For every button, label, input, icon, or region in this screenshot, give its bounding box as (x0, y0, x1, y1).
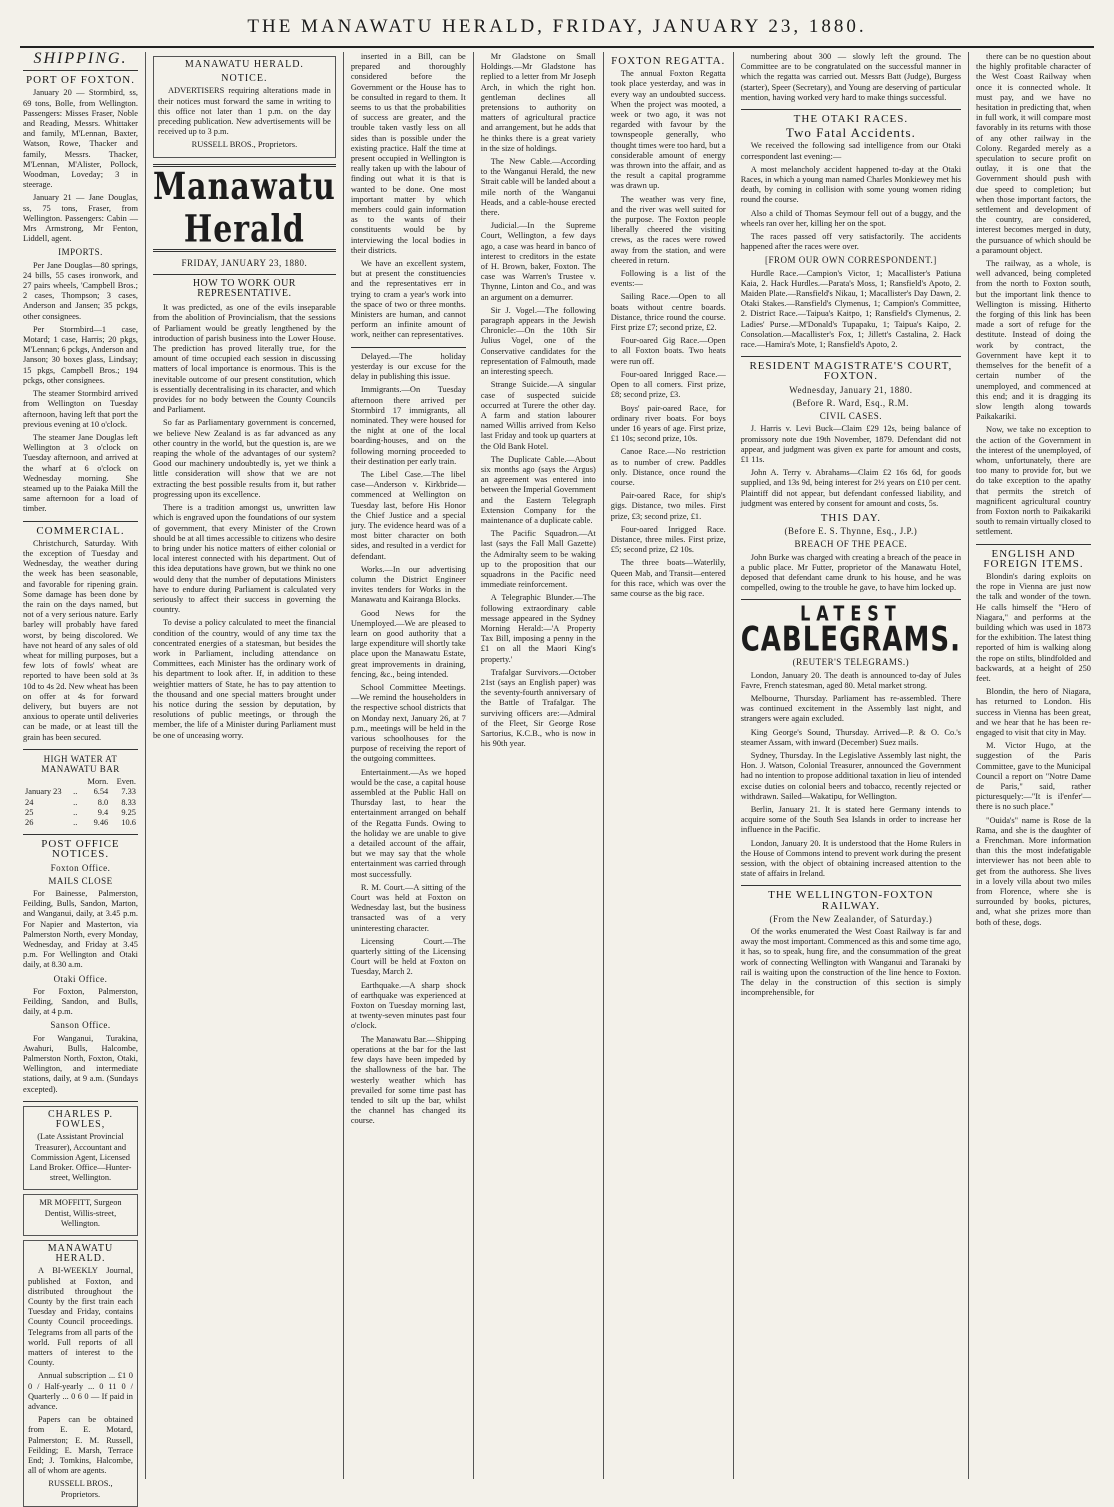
local-item: Delayed.—The holiday yesterday is our excuse for the delay in publishing this issue. (350, 351, 466, 382)
steamer-notice: The steamer Stormbird arrived from Wellington on Tuesday afternoon, having left that port the previous evening at 10 o'clock. (23, 389, 138, 429)
moffitt-advertisement (23, 1194, 138, 1236)
port-title: PORT OF FOXTON. (25, 74, 135, 87)
race-result: Canoe Race.—No restriction as to number of crew. Paddles only. Distance, once round the course. (610, 447, 726, 487)
column-6 (734, 52, 969, 1479)
cable-item: London, January 20. It is understood that the Home Rulers in the House of Commons intend to prevent work during the present session, with the object of obtaining increased attention to the state of affairs in Ireland. (740, 838, 962, 879)
reuters-label: (REUTER'S TELEGRAMS.) (792, 657, 910, 668)
local-item: Good News for the Unemployed.—We are pleased to learn on good authority that a large expenditure will shortly take place upon the Manawatu Estate, great improvements in draining, fencing, &c., being intended. (350, 608, 466, 679)
cable-item: Melbourne, Thursday. Parliament has re-assembled. There was continued excitement in the Assembly last night, and strangers were again excluded. (740, 693, 962, 724)
railway-paragraph: Now, we take no exception to the action of the Government in the interest of the unemployed, of whom, unfortunately, there are too many to provide for, but we do take exception to the apathy that permits the stretch of magnificent agricultural country from Foxton north to Paikakariki south to remain virtually closed to settlement. (976, 425, 1091, 537)
arrived-notice: January 20 — Stormbird, ss, 69 tons, Bolle, from Wellington. Passengers: Misses Fraser, Noble and Reading, Messrs. Whittaker and family, M'Lennan, Baxter, Watson, Rowe, Thacker and family, Messrs. Thacker, M'Lennan, M'Alister, Pollock, Woodman, Loveday; 3 in steerage. (23, 88, 138, 190)
divider (153, 274, 336, 275)
regatta-title: FOXTON REGATTA. (611, 55, 726, 67)
local-item: Sir J. Vogel.—The following paragraph appears in the Jewish Chronicle:—On the 10th Sir Julius Vogel, one of the Conservative candidates for the representation of Falmouth, made an interesting speech. (480, 305, 596, 377)
cable-item: Berlin, January 21. It is stated here Germany intends to acquire some of the South Sea Islands in order to increase her influence in the Pacific. (740, 804, 962, 835)
race-result: Pair-oared Race, for ship's gigs. Distance, two miles. First prize, £3; second prize, £1. (610, 491, 726, 521)
sanson-office-title: Sanson Office. (50, 1020, 111, 1031)
divider (23, 1101, 138, 1102)
foxton-office-title: Foxton Office. (50, 862, 111, 873)
foreign-items-title: ENGLISH AND FOREIGN ITEMS. (983, 547, 1084, 570)
tide-title: HIGH WATER AT MANAWATU BAR (41, 753, 120, 774)
race-result: Sailing Race.—Open to all boats without centre boards. Distance, thrice round the course. First prize £7; second prize, £2. (610, 292, 726, 333)
regatta-paragraph: numbering about 300 — slowly left the ground. The Committee are to be congratulated on the successful manner in which the regatta was carried out. Messrs Batt (Judge), Burgess (starter), Speer (Secretary), and Young are deserving of particular mention, having worked very hard to make things successful. (740, 52, 962, 102)
local-item: R. M. Court.—A sitting of the Court was held at Foxton on Wednesday last, but the business transacted was of a very uninteresting character. (350, 882, 466, 933)
agents-text: Papers can be obtained from E. E. Motard, Palmerston; E. M. Russell, Feilding; E. Marsh, Terrace End; J. Tomkins, Halcombe, all of whom are agents. (28, 1415, 133, 1476)
commercial-title: COMMERCIAL. (36, 524, 125, 537)
local-item: Trafalgar Survivors.—October 21st (says an English paper) was the seventy-fourth anniversary of the Battle of Trafalgar. The surviving officers are:—Admiral of the Fleet, Sir George Rose Sartorius, K.C.B., who is now in his 90th year. (480, 667, 596, 749)
column-1 (16, 50, 146, 1499)
notice-text: ADVERTISERS requiring alterations made in their notices must forward the same in writing to this office not later than 1 p.m. on the day preceding publication. New advertisements will be received up to 3 p.m. (157, 86, 331, 137)
court-date: Wednesday, January 21, 1880. (789, 384, 913, 395)
local-item: Works.—In our advertising column the District Engineer invites tenders for Works in the Manawatu and Kairanga Blocks. (350, 564, 466, 605)
court-case: John A. Terry v. Abrahams—Claim £2 16s 6d, for goods supplied, and 13s 9d, being interest for 2½ years on £10 per cent. Plaintiff did not appear, but defendant confessed liability, and judgment was entered by consent for amount and costs, 5s. (740, 468, 962, 508)
foreign-item: Blondin's daring exploits on the rope in Vienna are just now the talk and wonder of the town. He calls himself the "Hero of Niagara," and performs at the building which was used in 1873 for the exhibition. The latest thing reported of him is walking along the rope on stilts, blindfolded and backwards, at a height of 250 feet. (976, 571, 1091, 683)
cable-item: London, January 20. The death is announced to-day of Jules Favre, French statesman, aged 80. Metal market strong. (740, 670, 962, 690)
local-item: The Pacific Squadron.—At last (says the Fall Mall Gazette) the Admiralty seem to be waking up to the proposition that our squadrons in the Pacific need immediate reinforcement. (480, 529, 596, 590)
columns (16, 50, 1098, 1499)
steamer-notice-2: The steamer Jane Douglas left Wellington at 3 o'clock on Tuesday afternoon, and arrived at the wharf at 6 o'clock on Wednesday morning. She steamed up to the Paiaka Mill the same afternoon for a load of timber. (23, 432, 138, 514)
otaki-office-title: Otaki Office. (53, 973, 108, 984)
foreign-item: "Ouida's" name is Rose de la Rama, and she is the daughter of a Frenchman. More information than this the most indefatigable interviewer has not been able to get from the authoress. She lives in a lovely villa about two miles from Florence, where she is surrounded by books, pictures, and, what she prizes more than both of these, dogs. (976, 815, 1091, 927)
railway-paragraph: there can be no question about the highly profitable character of the West Coast Railway when once it is connected whole. It must pay, and we have no hesitation in predicting that, when in full work, it will compare most favorably in its returns with those of any other railway in the Colony. Regarded merely as a speculation to secure profit on outlay, it is one that the Government should push with due speed to completion; but when those important factors, the settlement and development of the country, are considered, interest becomes merged in duty, the pursuance of which should be a paramount object. (976, 52, 1091, 255)
notice-ad-title: MANAWATU HERALD. (184, 59, 304, 70)
otaki-office-text: For Foxton, Palmerston, Feilding, Sandon, and Bulls, daily, at 4 p.m. (23, 986, 138, 1017)
local-item: School Committee Meetings.—We remind the householders in the respective school districts that on Monday next, January 26, at 7 p.m., meetings will be held in the various schoolhouses for the purpose of receiving the report of the outgoing committees. (350, 682, 466, 764)
otaki-races-title: THE OTAKI RACES. (793, 113, 909, 126)
foreign-item: M. Victor Hugo, at the suggestion of the Paris Committee, gave to the Municipal Council a report on "Notre Dame de Paris," said, rather picturesquely:—"It is il'enfer'—there is no such place." (976, 741, 1091, 812)
editorial-paragraph: It was predicted, as one of the evils inseparable from the abolition of Provincialism, that the sessions of Parliament would be greatly lengthened by the introduction of parish business into the Lower House. The prediction has proved literally true, for the amount of time occupied each session in discussing matters of local importance is enormous. This is the inevitable outcome of our present constitution, which is essentially decentralising in its character, and which provides for no body between the County Councils and Parliament. (152, 303, 336, 415)
court-before: (Before R. Ward, Esq., R.M. (792, 397, 909, 408)
shipping-title: SHIPPING. (33, 50, 128, 67)
notice-signature: RUSSELL BROS., Proprietors. (191, 140, 298, 150)
tide-table (23, 777, 138, 828)
tide-header-row: Morn. Even. (87, 777, 136, 787)
imports-text: Per Jane Douglas—80 springs, 24 bills, 55 cases ironwork, and 27 pairs wheels, 'Campbell Bros.; 2 cases, Thompson; 3 cases, Anderson and Jansen; 35 pckgs, other consignees. (23, 260, 138, 321)
cablegrams-heading: CABLEGRAMS. (740, 620, 962, 660)
local-item: The Duplicate Cable.—About six months ago (says the Argus) an agreement was entered into between the Imperial Government and the Eastern Telegraph Extension Company for the maintenance of a duplicate cable. (480, 454, 596, 525)
column-4 (474, 52, 604, 1479)
herald-advertisement (23, 1240, 138, 1507)
notice-word: NOTICE. (221, 73, 268, 85)
proprietors-text: RUSSELL BROS., Proprietors. (48, 1479, 113, 1499)
divider (23, 70, 138, 71)
mails-close-label: MAILS CLOSE (48, 875, 113, 886)
divider (741, 885, 961, 886)
column-2 (146, 52, 344, 1479)
foreign-item: Blondin, the hero of Niagara, has returned to London. His success in Vienna has been great, and we hear that he has been re-engaged to visit that city in May. (976, 687, 1091, 737)
table-row: 26 .. 9.46 10.6 (25, 818, 136, 828)
local-item: Judicial.—In the Supreme Court, Wellington, a few days ago, a case was heard in banco of interest to creditors in the estate of H. Brown, baker, Foxton. The case was Warren's Trustee v. Thynne, Linton and Co., and was an argument on a demurrer. (480, 221, 596, 302)
divider (741, 109, 961, 110)
divider (351, 347, 466, 348)
masthead (20, 10, 1094, 48)
cable-item: King George's Sound, Thursday. Arrived—P. & O. Co.'s steamer Assam, with inward (December) Suez mails. (740, 727, 962, 747)
dateline: FRIDAY, JANUARY 23, 1880. (181, 257, 308, 268)
imports-text-2: Per Stormbird—1 case, Motard; 1 case, Harris; 20 pkgs, M'Lennan; 6 pckgs, Anderson and Janson; 30 boxes glass, Lindsay; 15 pkgs, Campbell Bros.; 194 pckgs, other consignees. (23, 324, 138, 385)
table-row: January 23 .. 6.54 7.33 (25, 787, 136, 797)
editorial-paragraph: inserted in a Bill, can be prepared and thoroughly considered before the Government or the House has to be consulted in regard to them. It seems to us that the probabilities of success are greater, and the trouble taken vastly less on all sides than is possible under the existing practice. Half the time at present occupied in Wellington is really taken up with the labour of finding out what it is that is wanted to be done. One most important matter by which members could gain information as to the wants of their constituents would be by interviewing the local bodies in their districts. (350, 52, 466, 255)
column-5 (604, 52, 734, 1479)
fowles-text: (Late Assistant Provincial Treasurer), Accountant and Commission Agent, Licensed Land Broker. Office—Hunter-street, Wellington. (29, 1132, 132, 1183)
local-item: Licensing Court.—The quarterly sitting of the Licensing Court will be held at Foxton on Tuesday, March 2. (350, 936, 466, 977)
local-item: Earthquake.—A sharp shock of earthquake was experienced at Foxton on Tuesday morning last, at twenty-seven minutes past four o'clock. (350, 980, 466, 1031)
table-row: 24 .. 8.0 8.33 (25, 797, 136, 807)
newspaper-header: THE MANAWATU HERALD, FRIDAY, JANUARY 23, 1880. (247, 16, 867, 37)
local-item: Entertainment.—As we hoped would be the case, a capital house assembled at the Public Hall on Thursday last, to hear the entertainment arranged on behalf of the Regatta Funds. Owing to the holiday we are unable to give a detailed account of the affair, but we may say that the whole entertainment was carried through most successfully. (350, 767, 466, 879)
fatal-accidents-title: Two Fatal Accidents. (785, 125, 916, 141)
latest-heading: LATEST (800, 601, 902, 627)
editorial-paragraph: We have an excellent system, but at present the constituencies and the representatives err in trying to cram a year's work into the space of two or three months. Ministers are human, and cannot perform an infinite amount of work, neither can representatives. (350, 259, 466, 340)
local-item: Strange Suicide.—A singular case of suspected suicide occurred at Turere the other day. A farm and station labourer named Willis arrived from Kelso last Friday and took up quarters at the Old Bank Hotel. (480, 380, 596, 451)
editorial-paragraph: So far as Parliamentary government is concerned, we believe New Zealand is as far advanced as any other country in the world, but the question is, are we reaping the whole of the advantages of our system? Good our machinery undoubtedly is, yet we think a little consideration will show that we are not extracting the best possible results from it, but rather progressing upon its excellence. (152, 418, 336, 499)
race-result: Four-oared Inrigged Race. Distance, three miles. First prize, £5; second prize, £2 10s. (610, 524, 726, 555)
column-3 (344, 52, 474, 1479)
breach-label: BREACH OF THE PEACE. (794, 539, 908, 550)
post-office-text: For Bainesse, Palmerston, Feilding, Bulls, Sandon, Marton, and Wanganui, daily, at 3.45 p.m. For Napier and Masterton, via Palmerston North, every Monday, Wednesday, and Friday at 3.45 p.m. For Wellington and Otaki daily, at 8.30 a.m. (23, 889, 138, 970)
court-case: J. Harris v. Levi Buck—Claim £29 12s, being balance of promissory note due 19th November, 1879. Defendant did not appear, and judgment was given ex parte for amount and costs, £1 11s. (740, 424, 962, 464)
fowles-advertisement (23, 1106, 138, 1190)
local-item: Immigrants.—On Tuesday afternoon there arrived per Stormbird 17 immigrants, all nominated. They were housed for the night at one of the local boarding-houses, and on the following morning proceeded to their destination per early train. (350, 385, 466, 466)
otaki-paragraph: The races passed off very satisfactorily. The accidents happened after the races were over. (740, 232, 962, 252)
court-title: RESIDENT MAGISTRATE'S COURT, FOXTON. (749, 360, 953, 383)
post-office-title: POST OFFICE NOTICES. (41, 838, 120, 861)
imports-title: IMPORTS. (58, 247, 103, 258)
court-case: John Burke was charged with creating a breach of the peace in a public place. Mr Futter, proprietor of the Manawatu Hotel, deposed that defendant came drunk to his house, and he was compelled, owing to the trouble he gave, to have him locked up. (740, 552, 962, 593)
local-item: The Manawatu Bar.—Shipping operations at the bar for the last few days have been impeded by the shallowness of the bar. The westerly weather which has prevailed for some time past has tended to silt up the bar, whilst the channel has changed its course. (350, 1034, 466, 1126)
otaki-paragraph: A most melancholy accident happened to-day at the Otaki Races, in which a young man named Charles Monkiewey met his death, by coming in collision with some young women riding round the course. (740, 164, 962, 205)
editorial-paragraph: There is a tradition amongst us, unwritten law which is engraved upon the foundations of our system of government, that every Minister of the Crown should be at all times accessible to citizens who desire to bring under his notice matters of either colonial or local interest connected with his department. Out of this idea deputations have grown, but we think no one would deny that the number of deputations Ministers have to endure during Parliament is calculated very seriously to affect their success in governing the country. (152, 503, 336, 615)
local-item: Mr Gladstone on Small Holdings.—Mr Gladstone has replied to a letter from Mr Joseph Arch, in which the right hon. gentleman declines all pretensions to authority on matters of agricultural practice and arrangement, but he adds that he thinks there is a great variety in the size of holdings. (480, 52, 596, 153)
local-item: The New Cable.—According to the Wanganui Herald, the new Strait cable will be landed about a mile north of the Wanganui Heads, and a cable-house erected there. (480, 157, 596, 218)
civil-cases-label: CIVIL CASES. (819, 411, 882, 422)
fowles-name: CHARLES P. FOWLES, (47, 1108, 113, 1131)
sailed-notice: January 21 — Jane Douglas, ss, 75 tons, Fraser, from Wellington. Passengers: Cabin — Mrs Armstrong, Mr Fenton, Liddell, agent. (23, 193, 138, 244)
railway-paragraph: The railway, as a whole, is well advanced, being completed from the north to Foxton south, but the important link thence to Wellington is missing. Hitherto the forging of this link has been made a sort of refuge for the destitute. Instead of doing the work by contract, the Government have kept it to themselves for the benefit of a certain number of the unemployed, and commenced at this end; and it is dragging its slow length along towards Paikakariki. (976, 259, 1091, 422)
regatta-events-intro: Following is a list of the events:— (610, 269, 726, 289)
sanson-office-text: For Wanganui, Turakina, Awahuri, Bulls, Halcombe, Palmerston North, Foxton, Otaki, Wellington, and intermediate stations, daily, at 9 a.m. (Sundays excepted). (23, 1033, 138, 1094)
newspaper-logo: Manawatu Herald (152, 164, 336, 252)
divider (23, 749, 138, 750)
race-result: Four-oared Gig Race.—Open to all Foxton boats. Two heats were run off. (610, 336, 726, 366)
otaki-results: Hurdle Race.—Campion's Victor, 1; Macallister's Patiuna Kaia, 2. Hack Hurdles.—Parata's Moss, 1; Ransfield's Apoto, 2. Maiden Plate.—Ransfield's Nikau, 1; Macallister's Day Dawn, 2. Otaki Stakes.—Ransfield's Clymenus, 1; Campion's Committee, 2. District Race.—Taipua's Kaitpo, 1; Ransfield's Clymenus, 2. Ladies' Purse.—M'Donald's Tupapaku, 1; Taipua's Kaipo, 2. Consolation.—Macallister's Fox, 1; Jillett's Castalina, 2. Hack race.—Hamira's Mote, 1; Ransfield's Apoto, 2. (740, 268, 962, 350)
otaki-paragraph: We received the following sad intelligence from our Otaki correspondent last evening:— (740, 141, 962, 161)
regatta-paragraph: The weather was very fine, and the river was well suited for the purpose. The Foxton people liberally cheered the visiting crews, as the races were rowed away from the station, and were cheered in return. (610, 194, 726, 265)
column-7 (969, 52, 1098, 1479)
commercial-text: Christchurch, Saturday. With the exception of Tuesday and Wednesday, the weather during the week has been seasonable, and favorable for ripening grain. Some damage has been done by the rain on the days named, but not of a very serious nature. Early barley will probably have fared worst, by being discolored. We have not heard of any sales of old wheat for milling purposes, but a few lots of fowls' wheat are reported to have been sold at 3s 10d to 4s 2d. New wheat has been on offer at 4s for forward delivery, but buyers are not anxious to operate until deliveries can be made, or at least till the grain has been secured. (23, 538, 138, 742)
railway-paragraph: Of the works enumerated the West Coast Railway is far and away the most important. Commenced as this and some time ago, it has, so to speak, hung fire, and the consummation of the great work of connecting Wellington with Wanganui and Taranaki by rail is waiting upon the construction of the line hence to Foxton. The delay in the construction of this section is simply incomprehensible, for (740, 927, 962, 998)
local-item: A Telegraphic Blunder.—The following extraordinary cable message appeared in the Sydney Morning Herald:—'A Property Tax Bill, imposing a penny in the £1 on all the Maori King's property.' (480, 593, 596, 664)
moffitt-text: MR MOFFITT, Surgeon Dentist, Willis-street, Wellington. (39, 1198, 122, 1228)
local-item: The Libel Case.—The libel case—Anderson v. Kirkbride—commenced at Wellington on Tuesday last, before His Honor the Chief Justice and a special jury. The evidence heard was of a most bitter character on both sides, and resulted in a verdict for defendant. (350, 469, 466, 561)
divider (23, 521, 138, 522)
race-result: The three boats—Waterlily, Queen Mab, and Transit—entered for this race, which was over the same course as the big race. (610, 558, 726, 598)
regatta-paragraph: The annual Foxton Regatta took place yesterday, and was in every way an undoubted success. When the project was mooted, a week or two ago, it was not regarded with favour by the townspeople generally, who thought times were too hard, but a considerable amount of energy was thrown into the affair, and as the result a capital programme was drawn up. (610, 69, 726, 191)
divider (23, 834, 138, 835)
this-day-before: (Before E. S. Thynne, Esq., J.P.) (784, 526, 918, 537)
race-result: Four-oared Inrigged Race.—Open to all comers. First prize, £8; second prize, £3. (610, 369, 726, 400)
subscription-text: Annual subscription ... £1 0 0 / Half-yearly ... 0 11 0 / Quarterly ... 0 6 0 — If paid in advance. (28, 1371, 133, 1411)
herald-ad-text: A BI-WEEKLY Journal, published at Foxton, and distributed throughout the County by the first train each Tuesday and Friday, contains County Council proceedings. Telegrams from all parts of the world. Full reports of all matters of interest to the County. (28, 1266, 133, 1368)
cable-item: Sydney, Thursday. In the Legislative Assembly last night, the Hon. J. Watson, Colonial Treasurer, announced the Government had no intention to propose additional taxation in lieu of intended excise duties on colonial beers and tobacco, recently rejected or withdrawn. Sailed—Wakatipu, for Wellington. (740, 750, 962, 801)
divider (741, 356, 961, 357)
otaki-paragraph: Also a child of Thomas Seymour fell out of a buggy, and the wheels ran over her, killing her on the spot. (740, 208, 962, 228)
railway-source: (From the New Zealander, of Saturday.) (769, 913, 933, 924)
herald-ad-title: MANAWATU HERALD. (47, 1242, 114, 1265)
divider (976, 544, 1091, 545)
race-result: Boys' pair-oared Race, for ordinary river boats. For boys under 16 years of age. First prize, £1 10s; second prize, 10s. (610, 403, 726, 444)
notice-advertisement (153, 56, 336, 158)
editorial-paragraph: To devise a policy calculated to meet the financial condition of the country, would of any time tax the concentrated energies of a statesman, but besides the work in Parliament, including attendance on Committees, each Minister has the ordinary work of his department to look after. If, in addition to these weightier matters of State, he has to pay attention to the thousand and one special matters brought under his notice during the session by deputation, by resolutions of public meetings, or through the member, the life of a Minister during Parliament must be one of unceasing worry. (152, 618, 336, 740)
table-row: 25 .. 9.4 9.25 (25, 807, 136, 817)
railway-title: THE WELLINGTON-FOXTON RAILWAY. (768, 889, 934, 912)
correspondent-label: [FROM OUR OWN CORRESPONDENT.] (764, 255, 937, 266)
editorial-headline: HOW TO WORK OUR REPRESENTATIVE. (192, 277, 296, 300)
this-day-title: THIS DAY. (820, 511, 882, 524)
